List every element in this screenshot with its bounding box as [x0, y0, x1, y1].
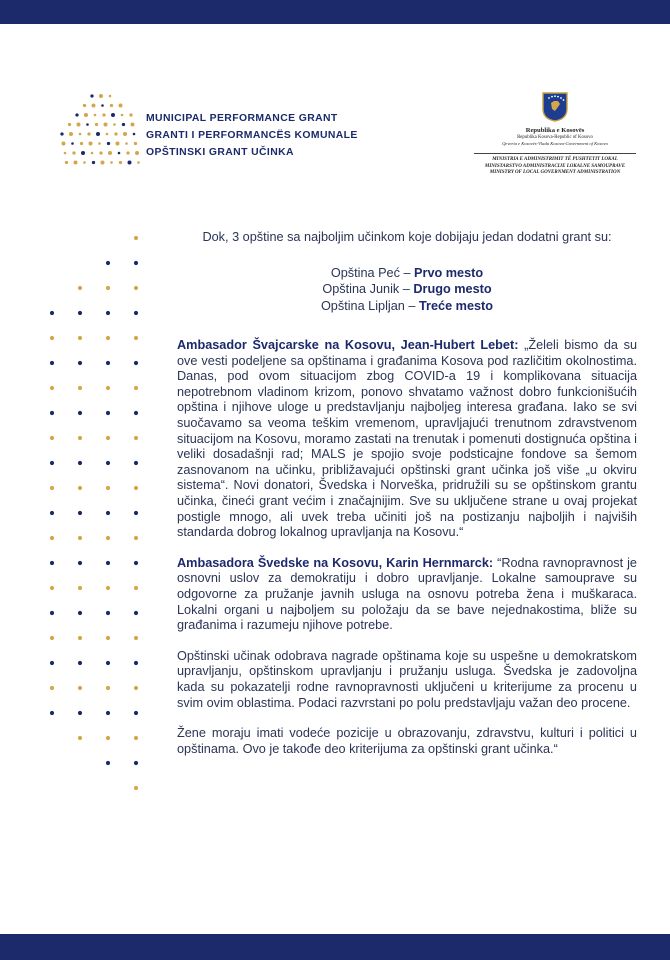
- document-body: [177, 230, 637, 772]
- paragraph: Žene moraju imati vodeće pozicije u obrazovanju, zdravstvu, kulturi i politici u opštinama. Ovo je takođe deo kriterijuma za opštinski grant učinka.“: [177, 726, 637, 756]
- speaker-name: Ambasador Švajcarske na Kosovu, Jean-Hubert Lebet:: [177, 338, 519, 353]
- ministry-name-sq: MINISTRIA E ADMINISTRIMIT TË PUSHTETIT LOKAL: [492, 157, 618, 162]
- municipality-name: Opština Junik –: [322, 282, 414, 297]
- list-item: [177, 281, 637, 298]
- rank-label: Prvo mesto: [414, 265, 484, 280]
- republic-name: Republika e Kosovës: [525, 127, 585, 134]
- speaker-name: Ambasadora Švedske na Kosovu, Karin Hernmarck:: [177, 555, 494, 570]
- municipality-name: Opština Peć –: [330, 265, 415, 280]
- swiss-ambassador-statement: [177, 338, 637, 541]
- statement-text: “Rodna ravnopravnost je osnovni uslov za demokratiju i dobro upravljanje. Lokalne samouprave su odgovorne za pružanje javnih usluga na osnovu potreba žena i muškaraca. Lokalni organi u najboljem su položaju da se bave nejednakostima, bliže su građanima i razumeju njihove potrebe.: [177, 555, 637, 633]
- ministry-name-en: MINISTRY OF LOCAL GOVERNMENT ADMINISTRATION: [489, 170, 621, 175]
- decorative-dots-icon: [46, 228, 146, 808]
- program-title-en: MUNICIPAL PERFORMANCE GRANT: [146, 113, 338, 124]
- rank-label: Treće mesto: [418, 298, 494, 313]
- intro-text: Dok, 3 opštine sa najboljim učinkom koje dobijaju jedan dodatni grant su:: [202, 230, 612, 244]
- kosovo-coat-of-arms-icon: [542, 92, 568, 122]
- ministry-name-sr: MINISTARSTVO ADMINISTRACIJE LOKALNE SAMOUPRAVE: [484, 163, 626, 169]
- bottom-banner: [0, 934, 670, 960]
- list-item: [177, 298, 637, 315]
- program-title: [146, 110, 358, 161]
- list-item: [177, 265, 637, 282]
- mpg-logo-icon: [50, 90, 140, 175]
- statement-text: „Želeli bismo da su ove vesti podeljene sa opštinama i građanima Kosova pod različitim okolnostima. Danas, pod ovom situacijom zbog COVID-a 19 i komplikovana situacija nepotrebnom vladinom krizom, ponovo shvatamo važnost dobro funkcionišućih opština i njihove uloge u predstavljanju najboljeg interesa građana. Iako se svi suočavamo sa veoma teškim vremenom, upravljajući trenutnom zdravstvenom situacijom na Kosovu, moramo zastati na trenutak i pomenuti dostignuća opština i veliki dosadašnji rad; MALS je spojio svoje podsticajne fondove sa šemom zasnovanom na učinku, približavajući opštinski grant učinka još više „u okviru sistema“. Novi donatori, Švedska i Norveška, pridružili su se opštinskom grantu učinka, čineći grant većim i značajnijim. Sve su uključene strane u ovaj projekat postigle mnogo, ali uvek treba učiniti još na postizanju najboljih i najviših standarda dobrog lokalnog upravljanja na Kosovu.“: [177, 338, 638, 540]
- republic-name-sub: Republika Kosova-Republic of Kosovo: [517, 135, 593, 140]
- paragraph: Opštinski učinak odobrava nagrade opštinama koje su uspešne u demokratskom upravljanju, opštinskom upravljanju i pružanju usluga. Švedska je zadovoljna kada su pokazatelji rodne ravnopravnosti uključeni u kriterijume za procenu u svim ovim oblastima. Podaci razvrstani po polu predstavljaju važan deo procene.: [177, 648, 637, 710]
- ministry-header: [470, 92, 640, 177]
- government-name: Qeveria e Kosovës-Vlada Kosova-Government of Kosovo: [502, 141, 608, 146]
- rank-label: Drugo mesto: [413, 282, 492, 297]
- divider: [474, 153, 636, 154]
- swedish-ambassador-statement: [177, 556, 637, 634]
- municipality-name: Opština Lipljan –: [320, 298, 419, 313]
- program-title-sq: GRANTI I PERFORMANCËS KOMUNALE: [146, 130, 358, 141]
- top-municipalities-list: [177, 265, 637, 315]
- top-banner: [0, 0, 670, 24]
- program-title-sr: OPŠTINSKI GRANT UČINKA: [146, 147, 294, 158]
